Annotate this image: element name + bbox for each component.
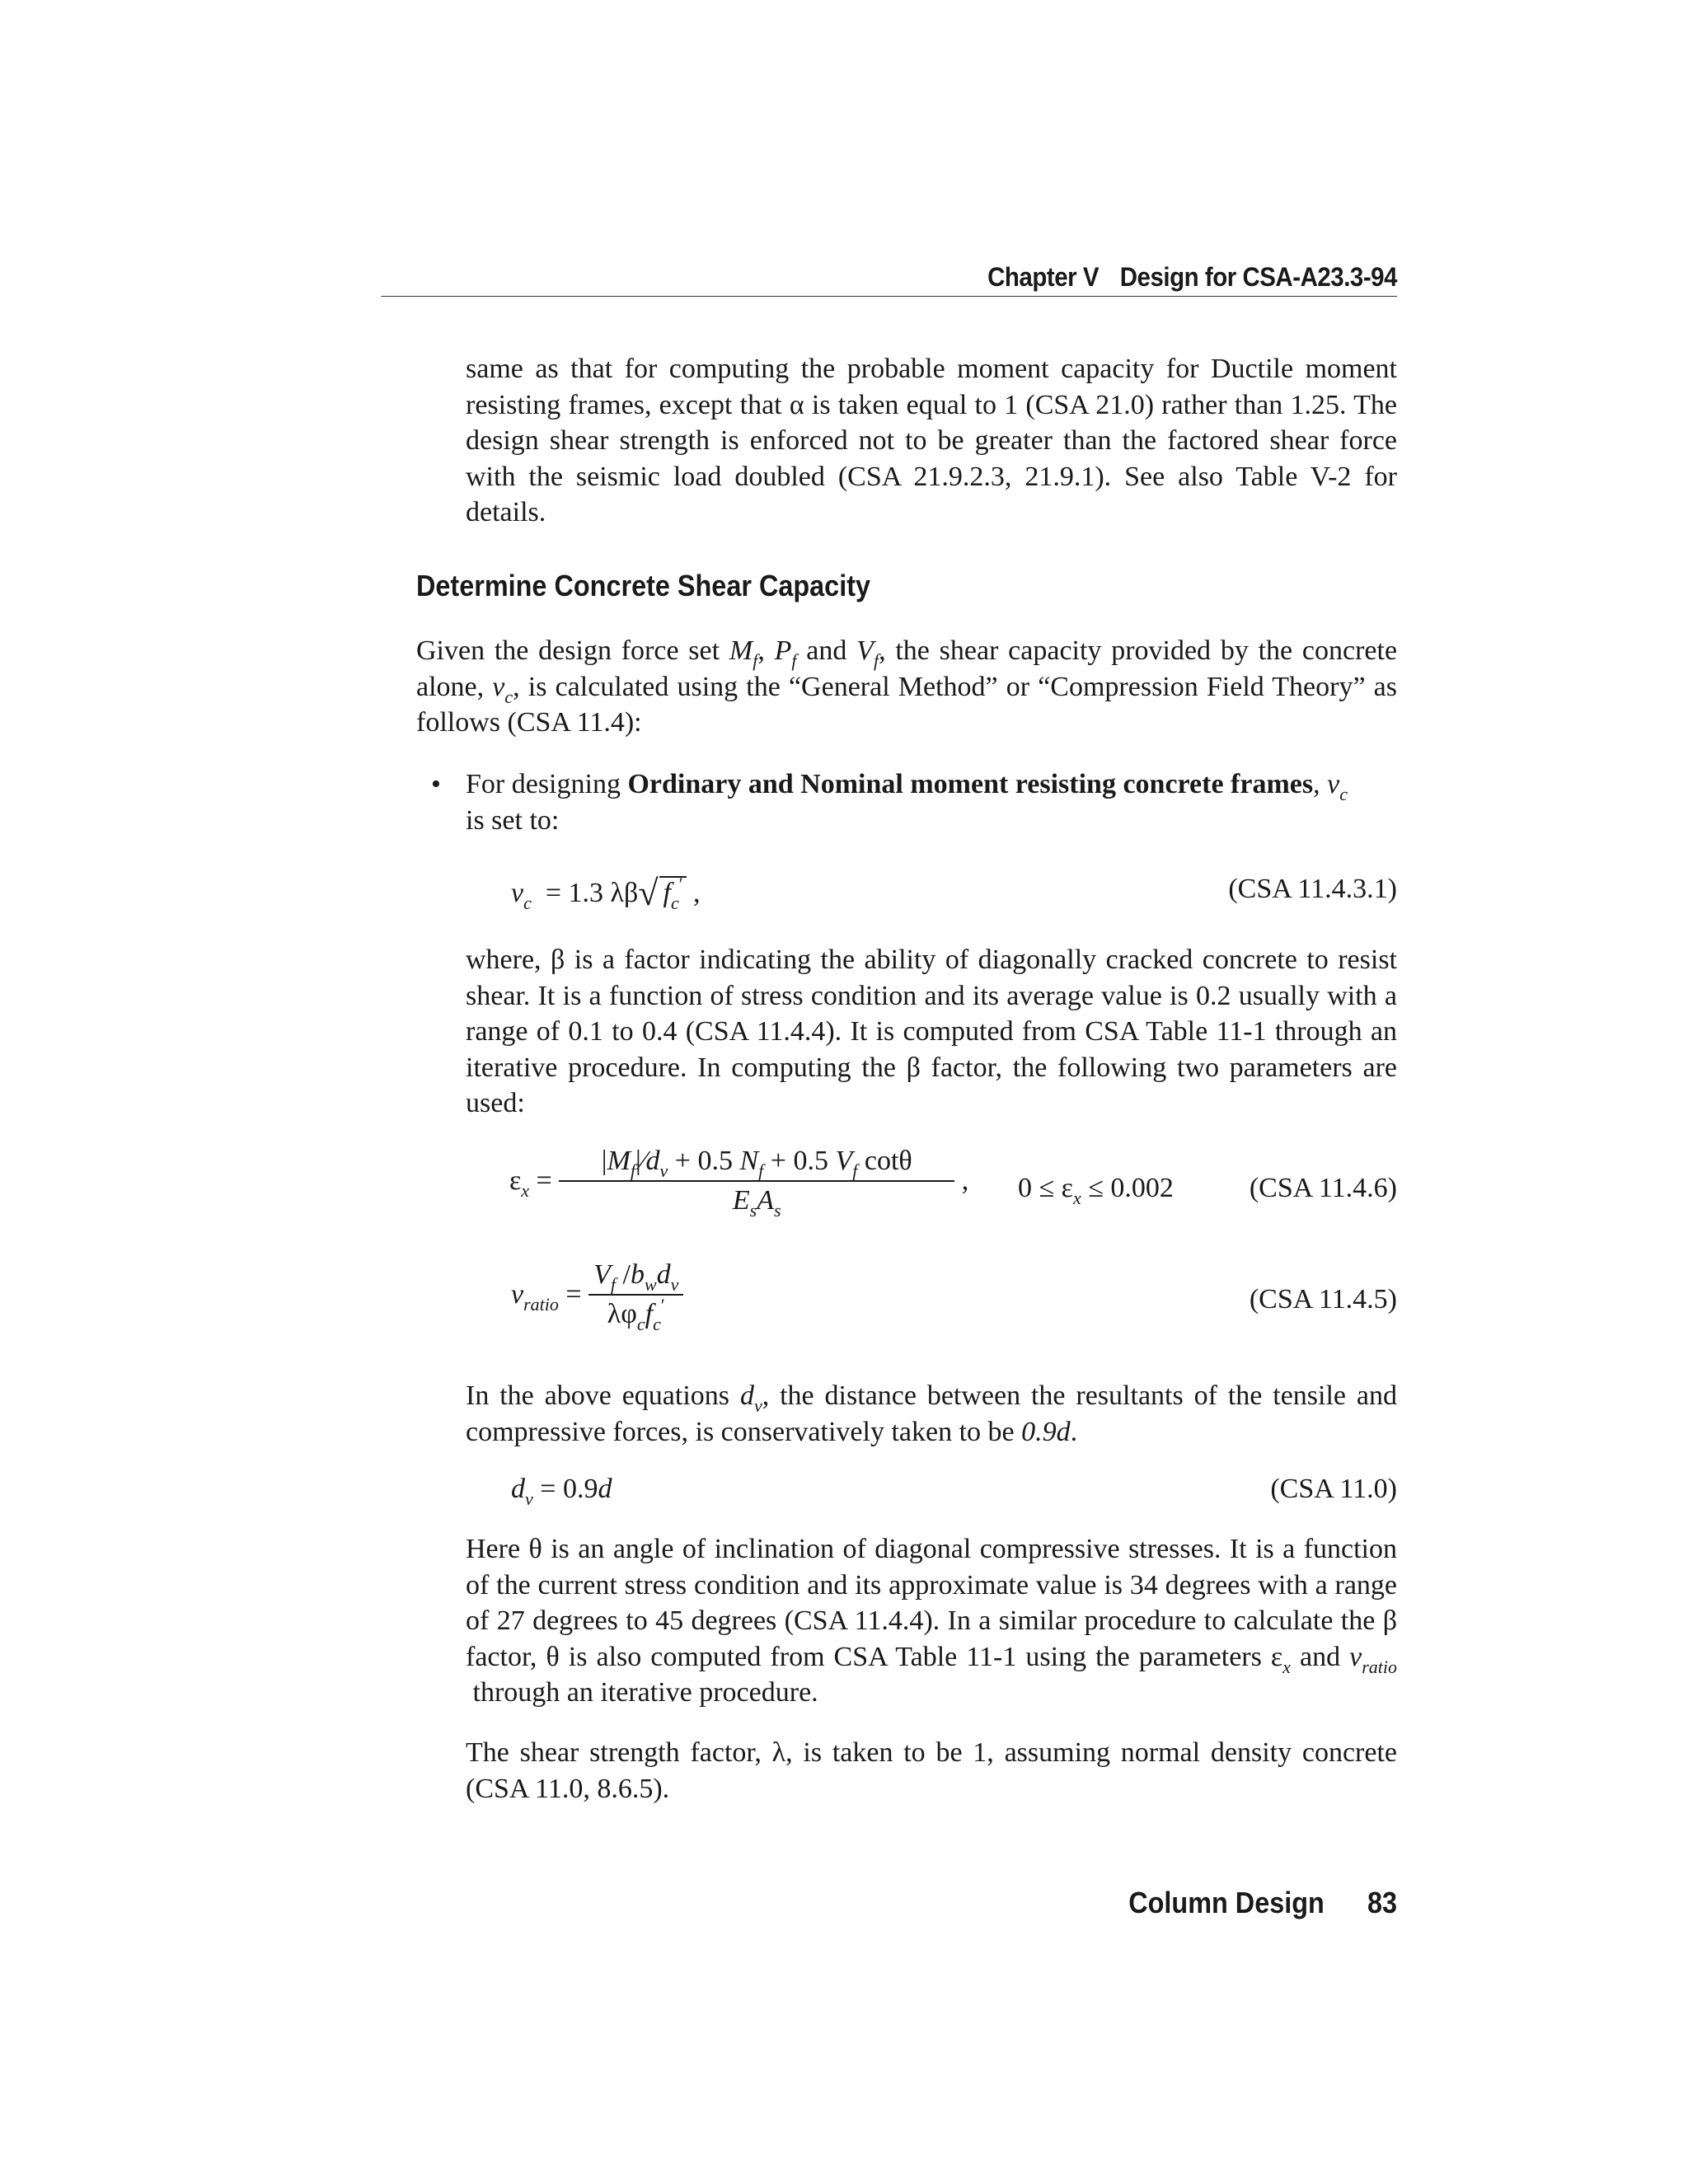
paragraph-lambda: The shear strength factor, λ, is taken to be 1, assuming normal density concrete (CSA 11.0, 8.6.5). — [466, 1737, 1397, 1804]
footer-section: Column Design — [1128, 1886, 1325, 1919]
bullet-item: For designing Ordinary and Nominal moment resisting concrete frames, $v_c$ is set to: — [466, 769, 1348, 836]
paragraph-continuation: same as that for computing the probable moment capacity for Ductile moment resisting frames, except that α is taken equal to 1 (CSA 21.0) rather than 1.25. The design shear strength is enforced not to be greater than the factored shear force with the seismic load doubled (CSA 21.9.2.3, 21.9.1). See also Table V-2 for details. — [466, 354, 1397, 527]
bullet-marker: • — [431, 769, 441, 799]
chapter-label: Chapter V — [987, 262, 1099, 292]
paragraph-dv: In the above equations $d_v$, the distance between the resultants of the tensile and compressive forces, is conservatively taken to be 0.9d. — [466, 1380, 1397, 1447]
paragraph-beta: where, β is a factor indicating the ability of diagonally cracked concrete to resist shear. It is a function of stress condition and its average value is 0.2 usually with a range of 0.1 to 0.4 (CSA 11.4.4). It is computed from CSA Table 11-1 through an iterative procedure. In computing the β factor, the following two parameters are used: — [466, 944, 1397, 1118]
equation-epsilon-x: $\varepsilon_x$ = $\frac{|M_f|⁄d_v + 0.5 N_f + 0.5 V_f \cot\theta}{E_sA_s}$ , — [509, 1146, 969, 1221]
equation-vc-reference: (CSA 11.4.3.1) — [1228, 874, 1397, 904]
equation-v-ratio-reference: (CSA 11.4.5) — [1249, 1284, 1397, 1315]
paragraph-theta: Here θ is an angle of inclination of diagonal compressive stresses. It is a function of the current stress condition and its approximate value is 34 degrees with a range of 27 degrees to 45 degrees (CSA 11.4.4). In a similar procedure to calculate the β factor, θ is also computed from CSA Table 11-1 using the parameters $\varepsilon_x$ and $v_{ratio}$ through an iterative procedure. — [466, 1534, 1398, 1708]
running-footer — [1128, 1886, 1397, 1920]
equation-epsilon-range: $0 \le \varepsilon_x \le 0.002$ — [1018, 1173, 1174, 1208]
equation-dv-reference: (CSA 11.0) — [1270, 1474, 1397, 1504]
equation-dv: $d_v = 0.9d$ — [511, 1474, 612, 1509]
equation-epsilon-reference: (CSA 11.4.6) — [1249, 1173, 1397, 1203]
equation-vc: $v_c = 1.3$ λβ√ $f_c'$ , — [511, 873, 701, 913]
page-number: 83 — [1367, 1886, 1397, 1919]
chapter-title: Design for CSA-A23.3-94 — [1119, 262, 1397, 292]
running-header — [381, 262, 1397, 297]
paragraph-given: Given the design force set $M_f$, $P_f$ and $V_f$, the shear capacity provided by the concrete alone, $v_c$, is calculated using the “General Method” or “Compression Field Theory” as follows (CSA 11.4): — [416, 635, 1398, 738]
equation-v-ratio: $v_{ratio}$ = $\frac{V_f /b_wd_v}{\lambda\varphi_cf_c'}$ — [511, 1259, 683, 1330]
section-heading: Determine Concrete Shear Capacity — [416, 569, 871, 602]
